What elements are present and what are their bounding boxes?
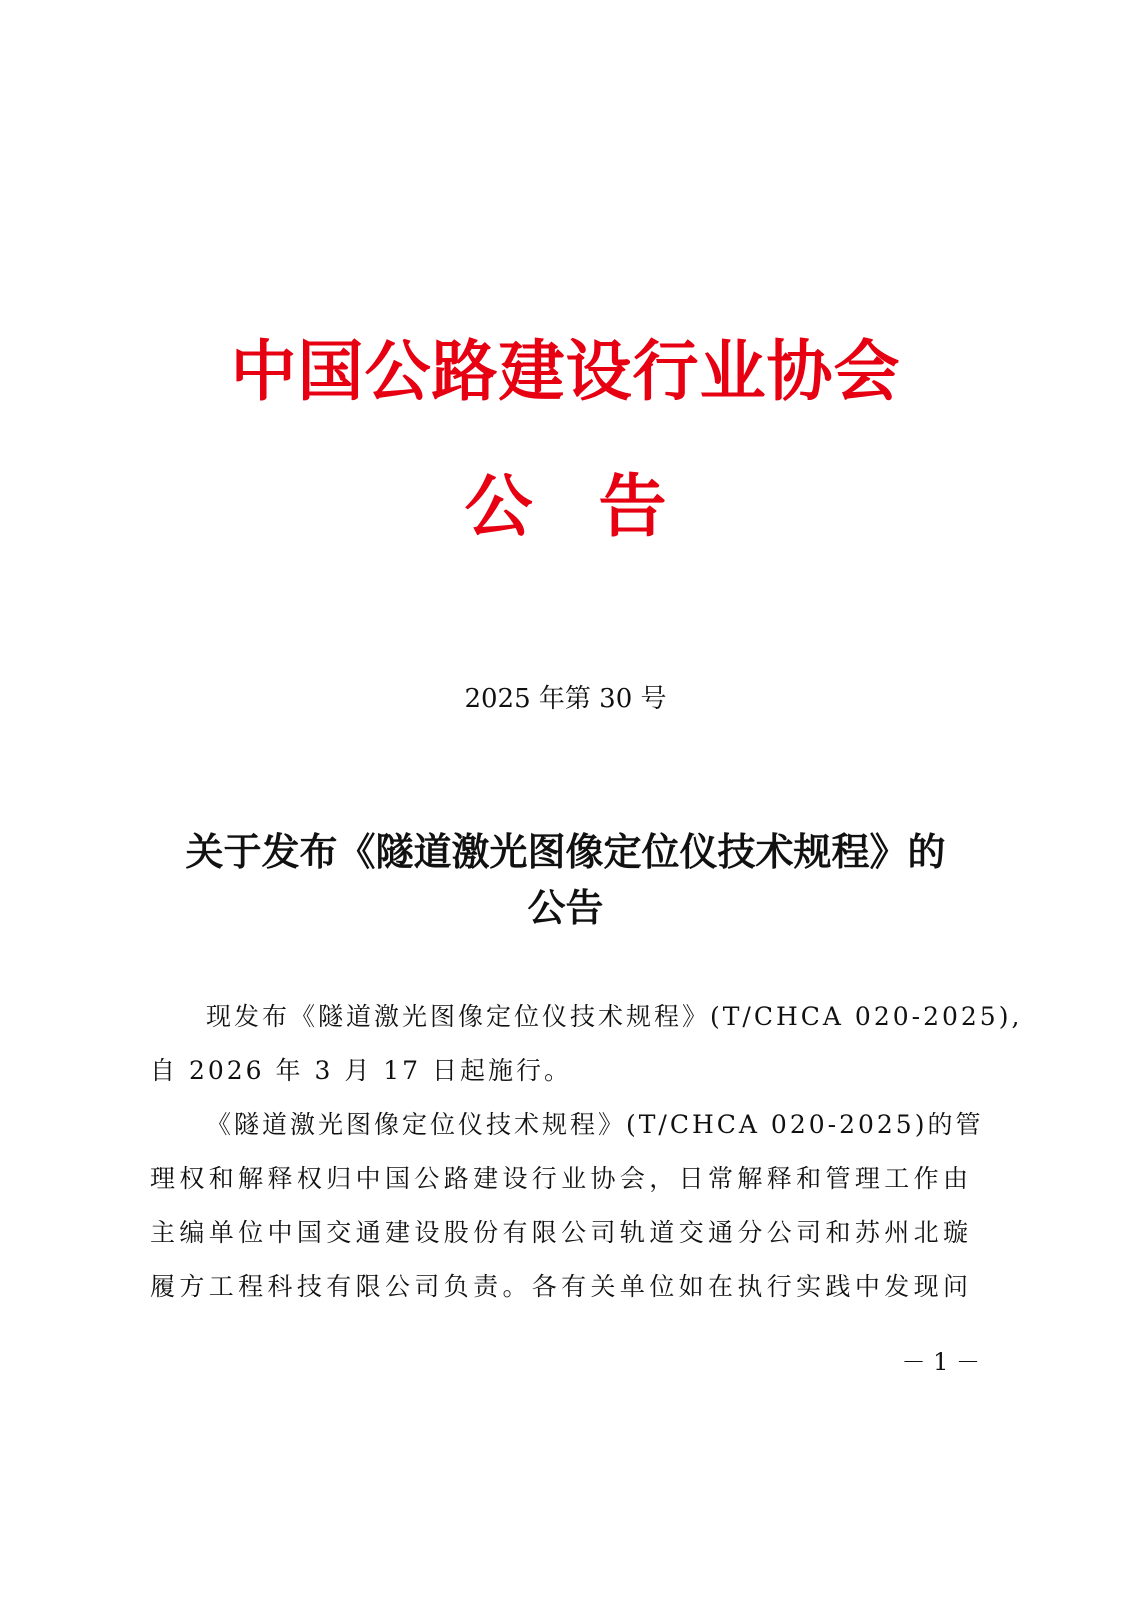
announcement-subject bbox=[150, 824, 981, 936]
body-line-1: 现发布《隧道激光图像定位仪技术规程》(T/CHCA 020-2025), bbox=[206, 1002, 1023, 1031]
document-type-heading: 公告 bbox=[464, 468, 733, 547]
body-line-5: 主编单位中国交通建设股份有限公司轨道交通分公司和苏州北璇 bbox=[150, 1218, 971, 1247]
document-number: 2025 年第 30 号 bbox=[464, 684, 667, 714]
announcement-body bbox=[150, 990, 1023, 1314]
organization-title: 中国公路建设行业协会 bbox=[230, 333, 901, 410]
body-line-2: 自 2026 年 3 月 17 日起施行。 bbox=[150, 1056, 573, 1085]
body-line-4: 理权和解释权归中国公路建设行业协会，日常解释和管理工作由 bbox=[150, 1164, 971, 1193]
body-line-6: 履方工程科技有限公司负责。各有关单位如在执行实践中发现问 bbox=[150, 1272, 971, 1301]
page-number: － 1 － bbox=[901, 1348, 980, 1376]
subject-line-1: 关于发布《隧道激光图像定位仪技术规程》的 bbox=[185, 830, 946, 874]
body-line-3: 《隧道激光图像定位仪技术规程》(T/CHCA 020-2025)的管 bbox=[206, 1110, 984, 1139]
subject-line-2: 公告 bbox=[527, 886, 604, 930]
